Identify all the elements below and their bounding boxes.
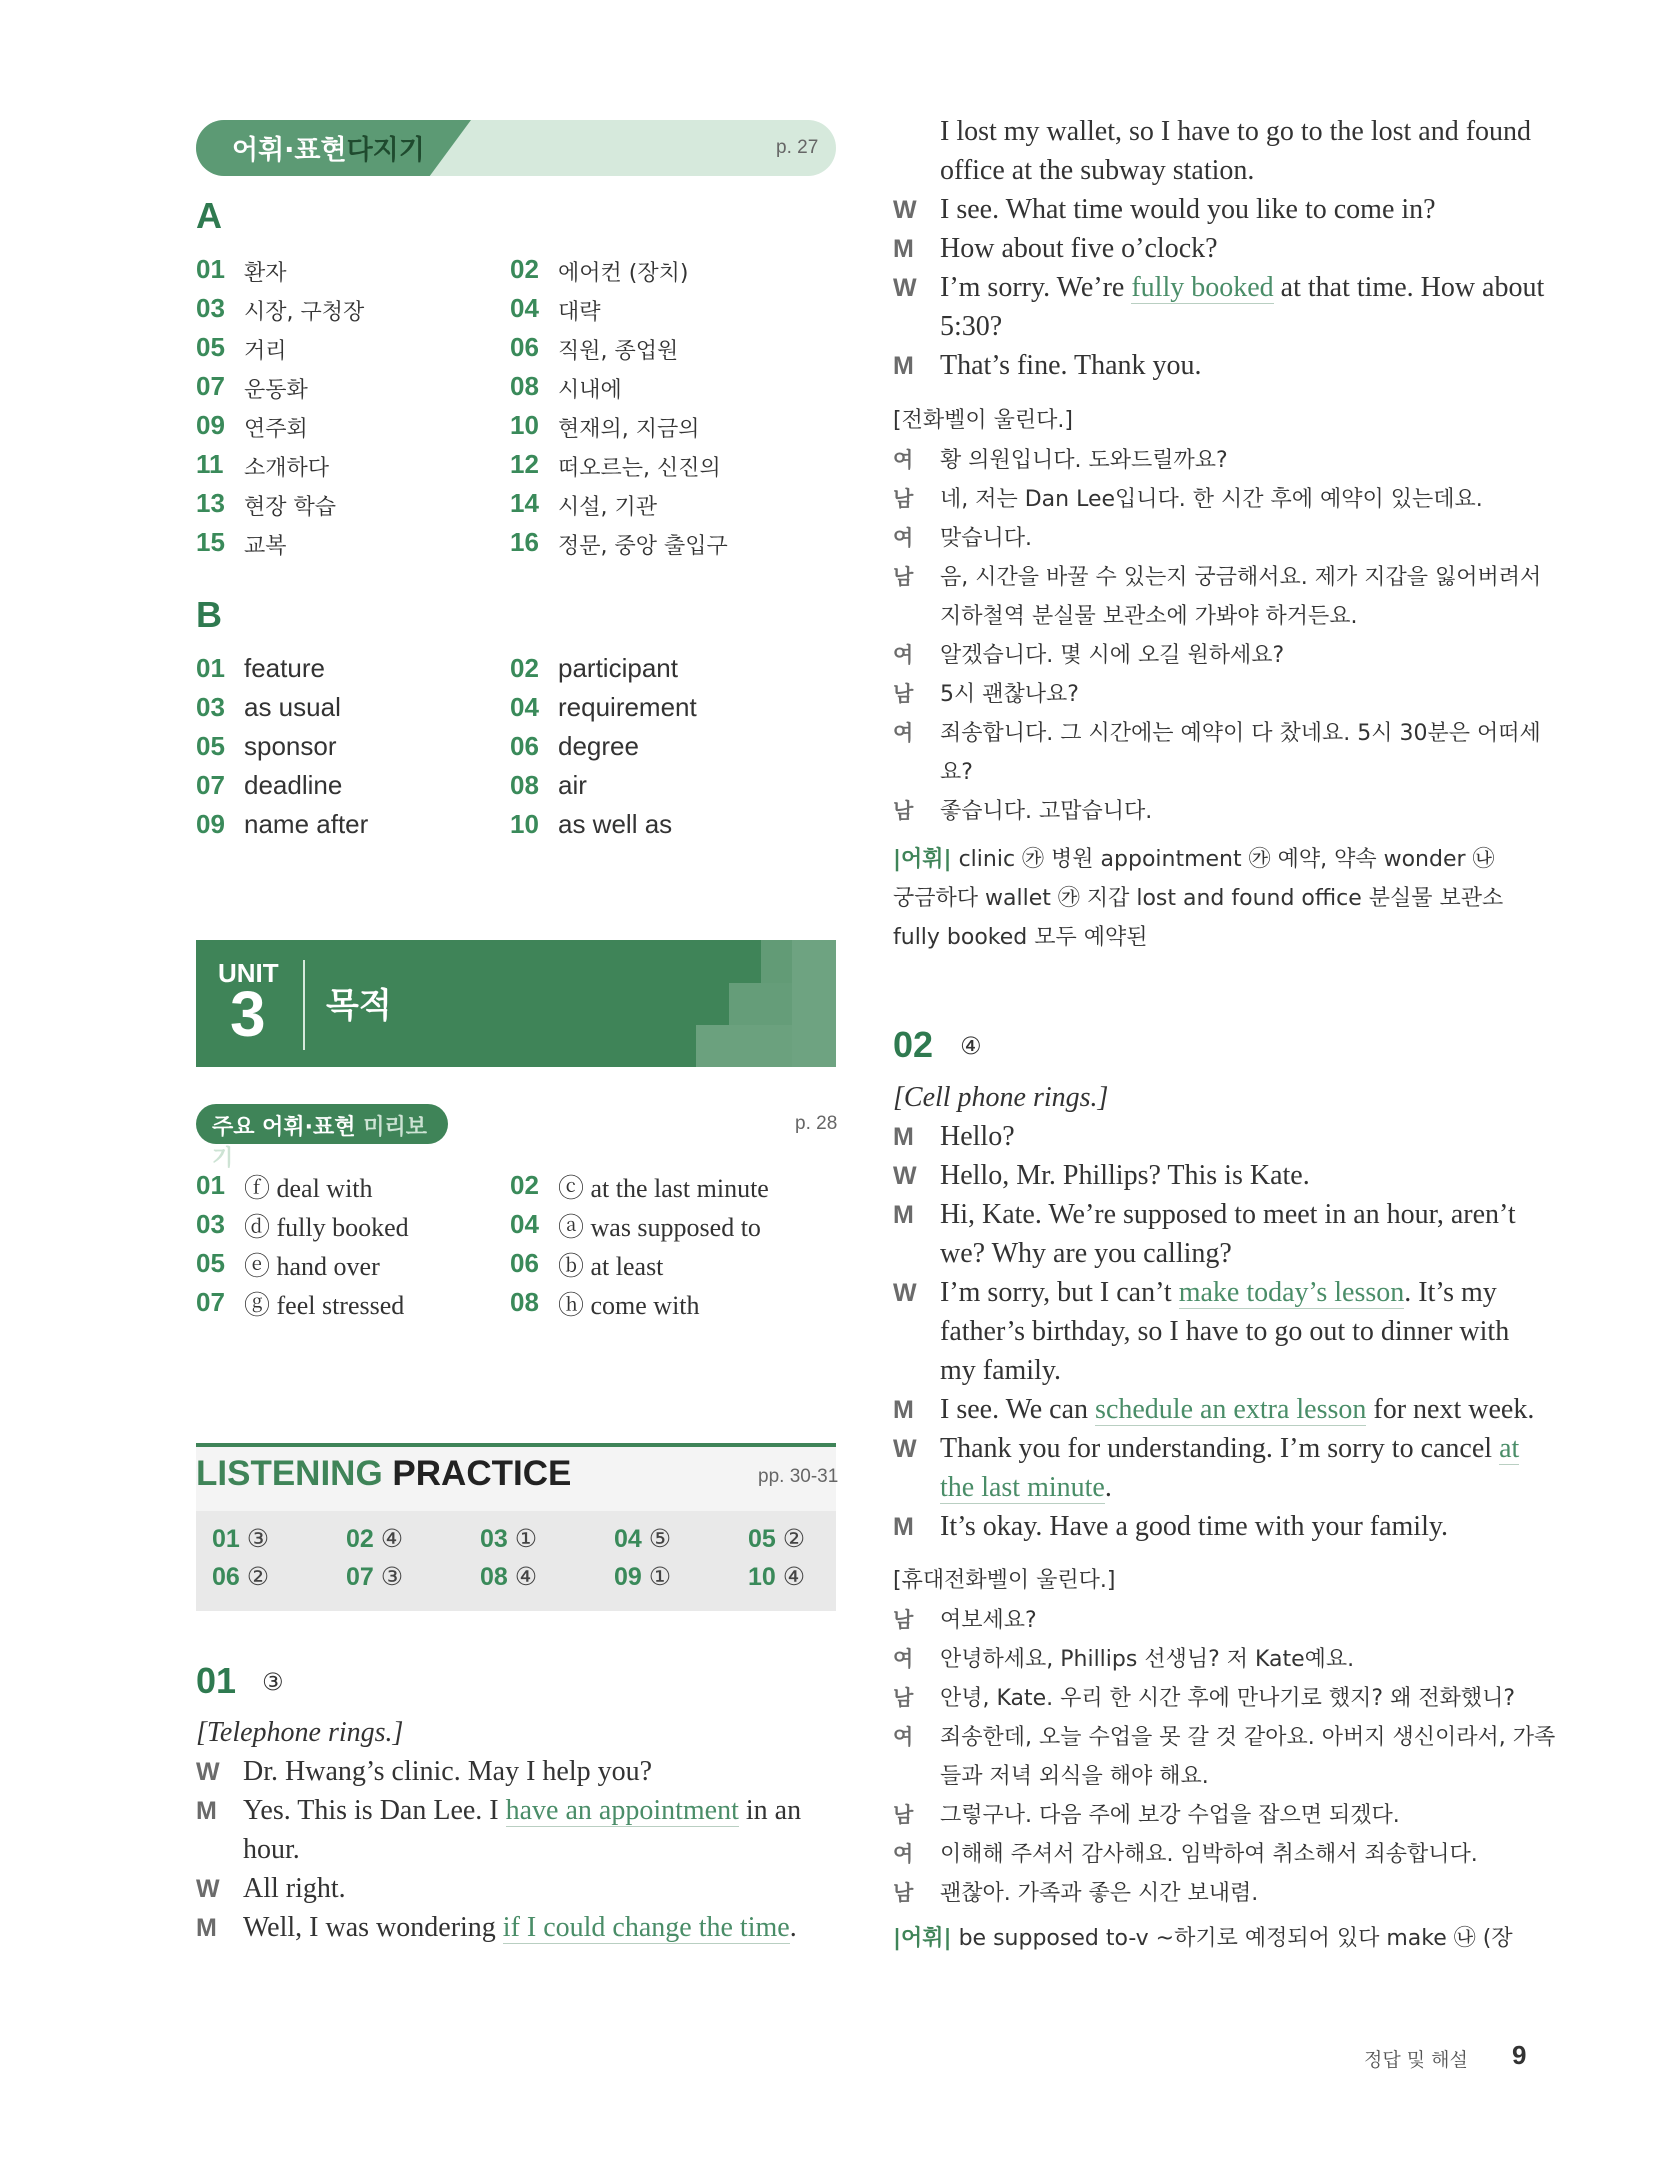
dialogue-line: my family. [940, 1355, 1062, 1386]
answer-number: 10 [748, 1563, 776, 1591]
item-number: 01 [196, 653, 225, 683]
item-number: 16 [510, 527, 539, 557]
item-number: 04 [510, 692, 539, 722]
speaker-label: 여 [893, 526, 914, 550]
item-number: 06 [510, 332, 539, 362]
dialogue-line: office at the subway station. [940, 155, 1255, 186]
item-number: 11 [196, 449, 224, 479]
answer-number: 07 [346, 1563, 374, 1591]
dialogue-line: I’m sorry. We’re fully booked at that time. How about [940, 272, 1545, 303]
dialogue-line: 5:30? [940, 311, 1003, 342]
key-phrase: schedule an extra lesson [1095, 1394, 1367, 1425]
q01-answer: ③ [262, 1668, 284, 1696]
translation-line: 요? [940, 760, 973, 785]
speaker-label: 남 [893, 799, 914, 823]
item-text: 직원, 종업원 [558, 339, 679, 364]
key-phrase: if I could change the time [502, 1912, 790, 1943]
answer-choice: ⑤ [641, 1525, 672, 1553]
item-text: ⓖ feel stressed [244, 1291, 405, 1320]
item-number: 04 [510, 293, 539, 323]
item-text: 현재의, 지금의 [558, 417, 700, 442]
answer-number: 02 [346, 1525, 374, 1553]
speaker-label: W [893, 1435, 917, 1463]
dialogue-line: hour. [243, 1834, 300, 1865]
unit-deco-square [792, 940, 836, 1067]
item-number: 10 [510, 809, 539, 839]
speaker-label: M [893, 1396, 914, 1424]
answer-number: 05 [748, 1525, 776, 1553]
item-number: 03 [196, 692, 225, 722]
dialogue-line: Well, I was wondering if I could change the time. [243, 1912, 797, 1943]
speaker-label: 여 [893, 1842, 914, 1866]
section-b-letter: B [196, 594, 222, 635]
item-text: 시내에 [558, 378, 622, 403]
q02-stage: [Cell phone rings.] [893, 1082, 1109, 1113]
item-text: as well as [558, 809, 673, 839]
q01-stage: [Telephone rings.] [196, 1717, 404, 1748]
unit-number: 3 [230, 978, 266, 1050]
dialogue-line: Dr. Hwang’s clinic. May I help you? [243, 1756, 653, 1787]
answer-cell [212, 1524, 269, 1554]
item-number: 14 [510, 488, 539, 518]
dialogue-line: That’s fine. Thank you. [940, 350, 1202, 381]
answer-choice: ① [641, 1563, 672, 1591]
item-text: ⓗ come with [558, 1291, 700, 1320]
translation-line: 지하철역 분실물 보관소에 가봐야 하거든요. [940, 604, 1358, 629]
item-text: deadline [244, 770, 343, 800]
speaker-label: W [196, 1875, 220, 1903]
translation-line: 괜찮아. 가족과 좋은 시간 보내렴. [940, 1881, 1259, 1906]
item-text: as usual [244, 692, 341, 722]
item-number: 05 [196, 731, 225, 761]
item-text: ⓒ at the last minute [558, 1174, 769, 1203]
vocab-line: fully booked 모두 예약된 [893, 925, 1148, 950]
item-text: participant [558, 653, 678, 683]
listening-title: LISTENING PRACTICE [196, 1454, 572, 1493]
unit-label: UNIT [218, 958, 279, 988]
answer-choice: ② [239, 1563, 270, 1591]
item-text: 환자 [244, 261, 287, 286]
dialogue-line: I lost my wallet, so I have to go to the lost and found [940, 116, 1532, 147]
answer-cell [346, 1524, 403, 1554]
item-text: 정문, 중앙 출입구 [558, 534, 728, 559]
answer-cell [614, 1524, 671, 1554]
speaker-label: M [893, 1201, 914, 1229]
item-number: 08 [510, 371, 539, 401]
speaker-label: W [196, 1758, 220, 1786]
translation-line: 안녕, Kate. 우리 한 시간 후에 만나기로 했지? 왜 전화했니? [940, 1686, 1516, 1711]
answer-number: 06 [212, 1563, 240, 1591]
listening-page-ref: pp. 30-31 [758, 1466, 839, 1487]
key-phrase: have an appointment [505, 1795, 739, 1826]
translation-line: 죄송한데, 오늘 수업을 못 갈 것 같아요. 아버지 생신이라서, 가족 [940, 1725, 1556, 1750]
q01-vocab [893, 840, 1533, 957]
answer-choice: ④ [507, 1563, 538, 1591]
answer-number: 04 [614, 1525, 642, 1553]
speaker-label: 여 [893, 721, 914, 745]
item-text: ⓓ fully booked [244, 1213, 409, 1242]
item-text: 운동화 [244, 378, 308, 403]
answer-choice: ③ [373, 1563, 404, 1591]
translation-line: 좋습니다. 고맙습니다. [940, 799, 1153, 824]
vocab-banner-title: 어휘·표현다지기 [232, 135, 425, 166]
key-phrase: fully booked [1131, 272, 1274, 303]
answer-choice: ④ [775, 1563, 806, 1591]
speaker-label: W [893, 1162, 917, 1190]
item-text: 연주회 [244, 417, 308, 442]
unit-title: 목적 [326, 986, 392, 1026]
item-number: 07 [196, 770, 225, 800]
vocab-line: |어휘| clinic ㉮ 병원 appointment ㉮ 예약, 약속 wonder ㉯ [893, 847, 1495, 872]
speaker-label: M [893, 235, 914, 263]
dialogue-line: All right. [243, 1873, 346, 1904]
preview-page-ref: p. 28 [795, 1113, 838, 1134]
page-number: 9 [1512, 2040, 1527, 2070]
speaker-label: M [893, 352, 914, 380]
answer-number: 08 [480, 1563, 508, 1591]
item-number: 12 [510, 449, 539, 479]
speaker-label: 여 [893, 643, 914, 667]
item-number: 02 [510, 254, 539, 284]
item-text: 현장 학습 [244, 495, 337, 520]
item-number: 03 [196, 293, 225, 323]
item-text: sponsor [244, 731, 337, 761]
q02-answer: ④ [960, 1032, 982, 1060]
translation-line: 황 의원입니다. 도와드릴까요? [940, 448, 1228, 473]
speaker-label: M [196, 1914, 217, 1942]
speaker-label: 남 [893, 1608, 914, 1632]
translation-line: 들과 저녁 외식을 해야 해요. [940, 1764, 1209, 1789]
unit-deco-square [761, 940, 792, 983]
speaker-label: 여 [893, 448, 914, 472]
item-text: 떠오르는, 신진의 [558, 456, 721, 481]
item-number: 05 [196, 332, 225, 362]
dialogue-line: I see. We can schedule an extra lesson for next week. [940, 1394, 1535, 1425]
q02-vocab: |어휘| be supposed to-v ~하기로 예정되어 있다 make ㉯ (장 [893, 1926, 1513, 1951]
translation-line: 안녕하세요, Phillips 선생님? 저 Kate예요. [940, 1647, 1355, 1672]
item-number: 05 [196, 1248, 225, 1278]
dialogue-line: Yes. This is Dan Lee. I have an appointment in an [243, 1795, 802, 1826]
item-text: name after [244, 809, 369, 839]
item-number: 08 [510, 770, 539, 800]
item-number: 02 [510, 653, 539, 683]
translation-line: 그렇구나. 다음 주에 보강 수업을 잡으면 되겠다. [940, 1803, 1400, 1828]
q01-number: 01 [196, 1660, 237, 1701]
speaker-label: 남 [893, 682, 914, 706]
answer-choice: ④ [373, 1525, 404, 1553]
answer-cell [480, 1524, 537, 1554]
translation-line: 맞습니다. [940, 526, 1033, 551]
item-text: 시설, 기관 [558, 495, 657, 520]
item-number: 01 [196, 254, 225, 284]
item-text: 소개하다 [244, 456, 330, 481]
translation-line: 알겠습니다. 몇 시에 오길 원하세요? [940, 643, 1285, 668]
dialogue-line: Hello? [940, 1121, 1015, 1152]
item-number: 13 [196, 488, 225, 518]
unit-deco-square [696, 1025, 792, 1067]
translation-line: 이해해 주셔서 감사해요. 임박하여 취소해서 죄송합니다. [940, 1842, 1478, 1867]
answer-choice: ② [775, 1525, 806, 1553]
item-text: 대략 [558, 300, 601, 325]
translation-line: 음, 시간을 바꿀 수 있는지 궁금해서요. 제가 지갑을 잃어버려서 [940, 565, 1542, 590]
answer-cell [614, 1562, 671, 1592]
item-number: 09 [196, 410, 225, 440]
speaker-label: 남 [893, 1686, 914, 1710]
speaker-label: W [893, 274, 917, 302]
unit-deco-square [729, 983, 792, 1025]
speaker-label: 남 [893, 487, 914, 511]
item-number: 09 [196, 809, 225, 839]
dialogue-line: It’s okay. Have a good time with your family. [940, 1511, 1449, 1542]
speaker-label: 여 [893, 1647, 914, 1671]
item-text: ⓑ at least [558, 1252, 664, 1281]
item-text: air [558, 770, 587, 800]
item-text: requirement [558, 692, 697, 722]
answer-number: 01 [212, 1525, 240, 1553]
dialogue-line: we? Why are you calling? [940, 1238, 1232, 1269]
dialogue-line: Hi, Kate. We’re supposed to meet in an hour, aren’t [940, 1199, 1516, 1230]
preview-pill [196, 1104, 448, 1171]
dialogue-line: I see. What time would you like to come in? [940, 194, 1436, 225]
translation-stage: [전화벨이 울린다.] [893, 408, 1073, 433]
item-number: 04 [510, 1209, 539, 1239]
section-a-letter: A [196, 195, 222, 236]
answer-cell [212, 1562, 269, 1592]
key-phrase: the last minute [940, 1472, 1105, 1503]
item-number: 10 [510, 410, 539, 440]
item-text: 시장, 구청장 [244, 300, 365, 325]
answer-number: 09 [614, 1563, 642, 1591]
translation-stage: [휴대전화벨이 울린다.] [893, 1568, 1116, 1593]
answer-cell [346, 1562, 403, 1592]
dialogue-line: I’m sorry, but I can’t make today’s lesson. It’s my [940, 1277, 1497, 1308]
item-number: 07 [196, 371, 225, 401]
key-phrase: at [1499, 1433, 1520, 1464]
answer-cell [748, 1562, 805, 1592]
dialogue-line: father’s birthday, so I have to go out to dinner with [940, 1316, 1510, 1347]
item-number: 06 [510, 1248, 539, 1278]
preview-title: 주요 어휘·표현 미리보기 [212, 1115, 427, 1171]
speaker-label: M [893, 1513, 914, 1541]
dialogue-line: Hello, Mr. Phillips? This is Kate. [940, 1160, 1310, 1191]
answer-cell [480, 1562, 537, 1592]
dialogue-line: How about five o’clock? [940, 233, 1218, 264]
speaker-label: 남 [893, 1803, 914, 1827]
item-number: 15 [196, 527, 225, 557]
answer-cell [748, 1524, 805, 1554]
unit-divider [303, 960, 305, 1050]
item-number: 07 [196, 1287, 225, 1317]
item-text: ⓔ hand over [244, 1252, 380, 1281]
translation-line: 죄송합니다. 그 시간에는 예약이 다 찼네요. 5시 30분은 어떠세 [940, 721, 1541, 746]
answer-number: 03 [480, 1525, 508, 1553]
item-number: 06 [510, 731, 539, 761]
translation-line: 네, 저는 Dan Lee입니다. 한 시간 후에 예약이 있는데요. [940, 487, 1483, 512]
answer-choice: ③ [239, 1525, 270, 1553]
item-text: degree [558, 731, 639, 761]
footer-label: 정답 및 해설 [1364, 2049, 1468, 2071]
item-number: 02 [510, 1170, 539, 1200]
answer-choice: ① [507, 1525, 538, 1553]
item-number: 03 [196, 1209, 225, 1239]
translation-line: 5시 괜찮나요? [940, 682, 1079, 707]
item-number: 01 [196, 1170, 225, 1200]
translation-line: 여보세요? [940, 1608, 1037, 1633]
speaker-label: M [196, 1797, 217, 1825]
item-text: ⓕ deal with [244, 1174, 373, 1203]
item-text: feature [244, 653, 325, 683]
unit-banner [196, 940, 836, 1067]
key-phrase: make today’s lesson [1178, 1277, 1405, 1308]
speaker-label: W [893, 196, 917, 224]
speaker-label: W [893, 1279, 917, 1307]
speaker-label: M [893, 1123, 914, 1151]
item-number: 08 [510, 1287, 539, 1317]
item-text: ⓐ was supposed to [558, 1213, 761, 1242]
dialogue-line: Thank you for understanding. I’m sorry to cancel at [940, 1433, 1520, 1464]
dialogue-line: the last minute. [940, 1472, 1112, 1503]
item-text: 에어컨 (장치) [558, 261, 689, 286]
vocab-page-ref: p. 27 [776, 137, 819, 158]
item-text: 교복 [244, 534, 287, 559]
speaker-label: 남 [893, 1881, 914, 1905]
vocab-line: 궁금하다 wallet ㉮ 지갑 lost and found office 분실물 보관소 [893, 886, 1504, 911]
q02-number: 02 [893, 1024, 934, 1065]
speaker-label: 남 [893, 565, 914, 589]
speaker-label: 여 [893, 1725, 914, 1749]
item-text: 거리 [244, 339, 287, 364]
